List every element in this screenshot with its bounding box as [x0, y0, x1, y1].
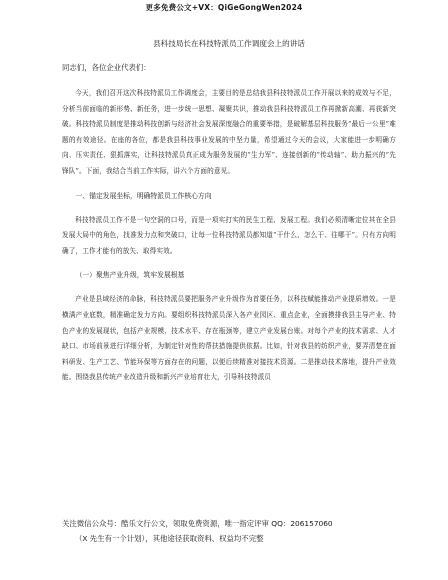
intro-paragraph: 今天，我们召开这次科技特派员工作调度会，主要目的是总结我县科技特派员工作开展以来的成效与不足，分析当前面临的新形势、新任务，进一步统一思想、凝聚共识，推动我县科技特派员工作再掀新高潮、再获新突破。科技特派员制度是推动科技创新与经济社会发展深度融合的重要举措，是破解基层科技服务“最后一公里”难题的有效途径。在座的各位，都是我县科技事业发展的中坚力量，希望通过今天的会议，大家能进一步明确方向、压实责任、狠抓落实，让科技特派员真正成为服务发展的“生力军”、连接创新的“传动轴”、助力振兴的“先锋队”。下面，我结合当前工作实际，讲六个方面的意见。	[62, 89, 396, 175]
subsection-paragraph: 产业是县域经济的命脉，科技特派员要把服务产业升级作为首要任务，以科技赋能推动产业提质增效。一是横满产业底数，精准确定发力方向。要组织科技特派员深入各产业园区、重点企业，全面摸排我县主导产业、特色产业的发展现状，包括产业规模、技术水平、存在瓶颈等，建立产业发展台账。对每个产业的技术需求、人才缺口、市场前景进行详细分析，为制定针对性的帮扶措施提供依据。比如，针对我县的纺织产业，要弄清楚在面料研发、生产工艺、节能环保等方面存在的问题，以便后续精准对接技术资源。二是推动技术落地，提升产业效能。围绕我县传统产业改造升级和新兴产业培育壮大，引导科技特派员	[62, 295, 396, 382]
document-title: 县科技局长在科技特派员工作调度会上的讲话	[153, 39, 305, 48]
footer-notice	[62, 516, 396, 546]
footer-line-1: 关注微信公众号：酷乐文行公文，领取免费资源，唯一指定评审 QQ：206157060	[62, 519, 333, 528]
top-banner: 更多免费公文+VX：QiGeGongWen2024	[145, 3, 303, 12]
document-page	[62, 18, 396, 395]
subsection-heading: （一）聚焦产业升级，筑牢发展根基	[75, 271, 185, 280]
section-paragraph: 科技特派员工作不是一句空洞的口号，而是一项实打实的民生工程、发展工程。我们必须清晰定位其在全县发展大局中的角色，找准发力点和突破口，让每一位科技特派员都知道“干什么、怎么干、往哪干”。只有方向明确了，工作才能有的放矢、取得实效。	[62, 215, 396, 255]
salutation: 同志们，各位企业代表们：	[62, 63, 151, 72]
footer-line-2: （X 先生有一个计划），其他途径获取资料、权益均不完整	[75, 534, 264, 543]
section-heading: 一、锚定发展坐标，明确特派员工作核心方向	[75, 191, 212, 200]
